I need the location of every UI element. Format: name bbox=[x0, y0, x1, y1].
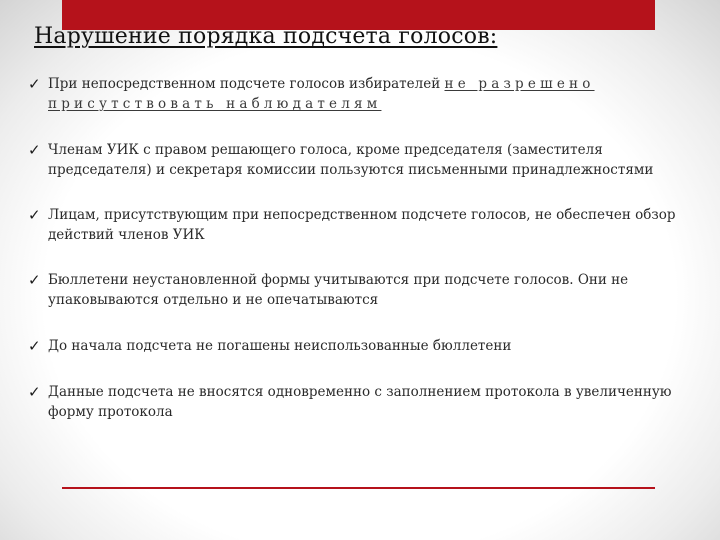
checkmark-icon: ✓ bbox=[28, 75, 41, 93]
bullet-item-unused-ballots bbox=[28, 336, 680, 356]
bullet-text: Данные подсчета не вносятся одновременно с заполнением протокола в увеличенную форму протокола bbox=[48, 384, 672, 420]
checkmark-icon: ✓ bbox=[28, 337, 41, 355]
checkmark-icon: ✓ bbox=[28, 141, 41, 159]
bullet-item-protocol-form bbox=[28, 382, 680, 422]
bullet-item-invalid-ballots bbox=[28, 270, 680, 310]
checkmark-icon: ✓ bbox=[28, 206, 41, 224]
bullet-text: Членам УИК с правом решающего голоса, кроме председателя (заместителя председателя) и секретаря комиссии пользуются письменными принадлежностями bbox=[48, 142, 654, 178]
bullet-text: При непосредственном подсчете голосов избирателей bbox=[48, 76, 445, 92]
checkmark-icon: ✓ bbox=[28, 271, 41, 289]
bullet-item-observers bbox=[28, 74, 680, 114]
bullet-text: Лицам, присутствующим при непосредственном подсчете голосов, не обеспечен обзор действий членов УИК bbox=[48, 207, 676, 243]
checkmark-icon: ✓ bbox=[28, 383, 41, 401]
bullet-text: До начала подсчета не погашены неиспользованные бюллетени bbox=[48, 338, 512, 354]
bullet-list bbox=[28, 74, 680, 422]
bullet-item-writing-supplies bbox=[28, 140, 680, 180]
bullet-text: Бюллетени неустановленной формы учитываются при подсчете голосов. Они не упаковываются отдельно и не опечатываются bbox=[48, 272, 629, 308]
slide-title: Нарушение порядка подсчета голосов: bbox=[34, 24, 498, 49]
bullet-emphasis: не разрешено присутствовать наблюдателям bbox=[48, 76, 595, 112]
bottom-accent-line bbox=[62, 487, 655, 489]
bullet-item-view-obstructed bbox=[28, 205, 680, 245]
